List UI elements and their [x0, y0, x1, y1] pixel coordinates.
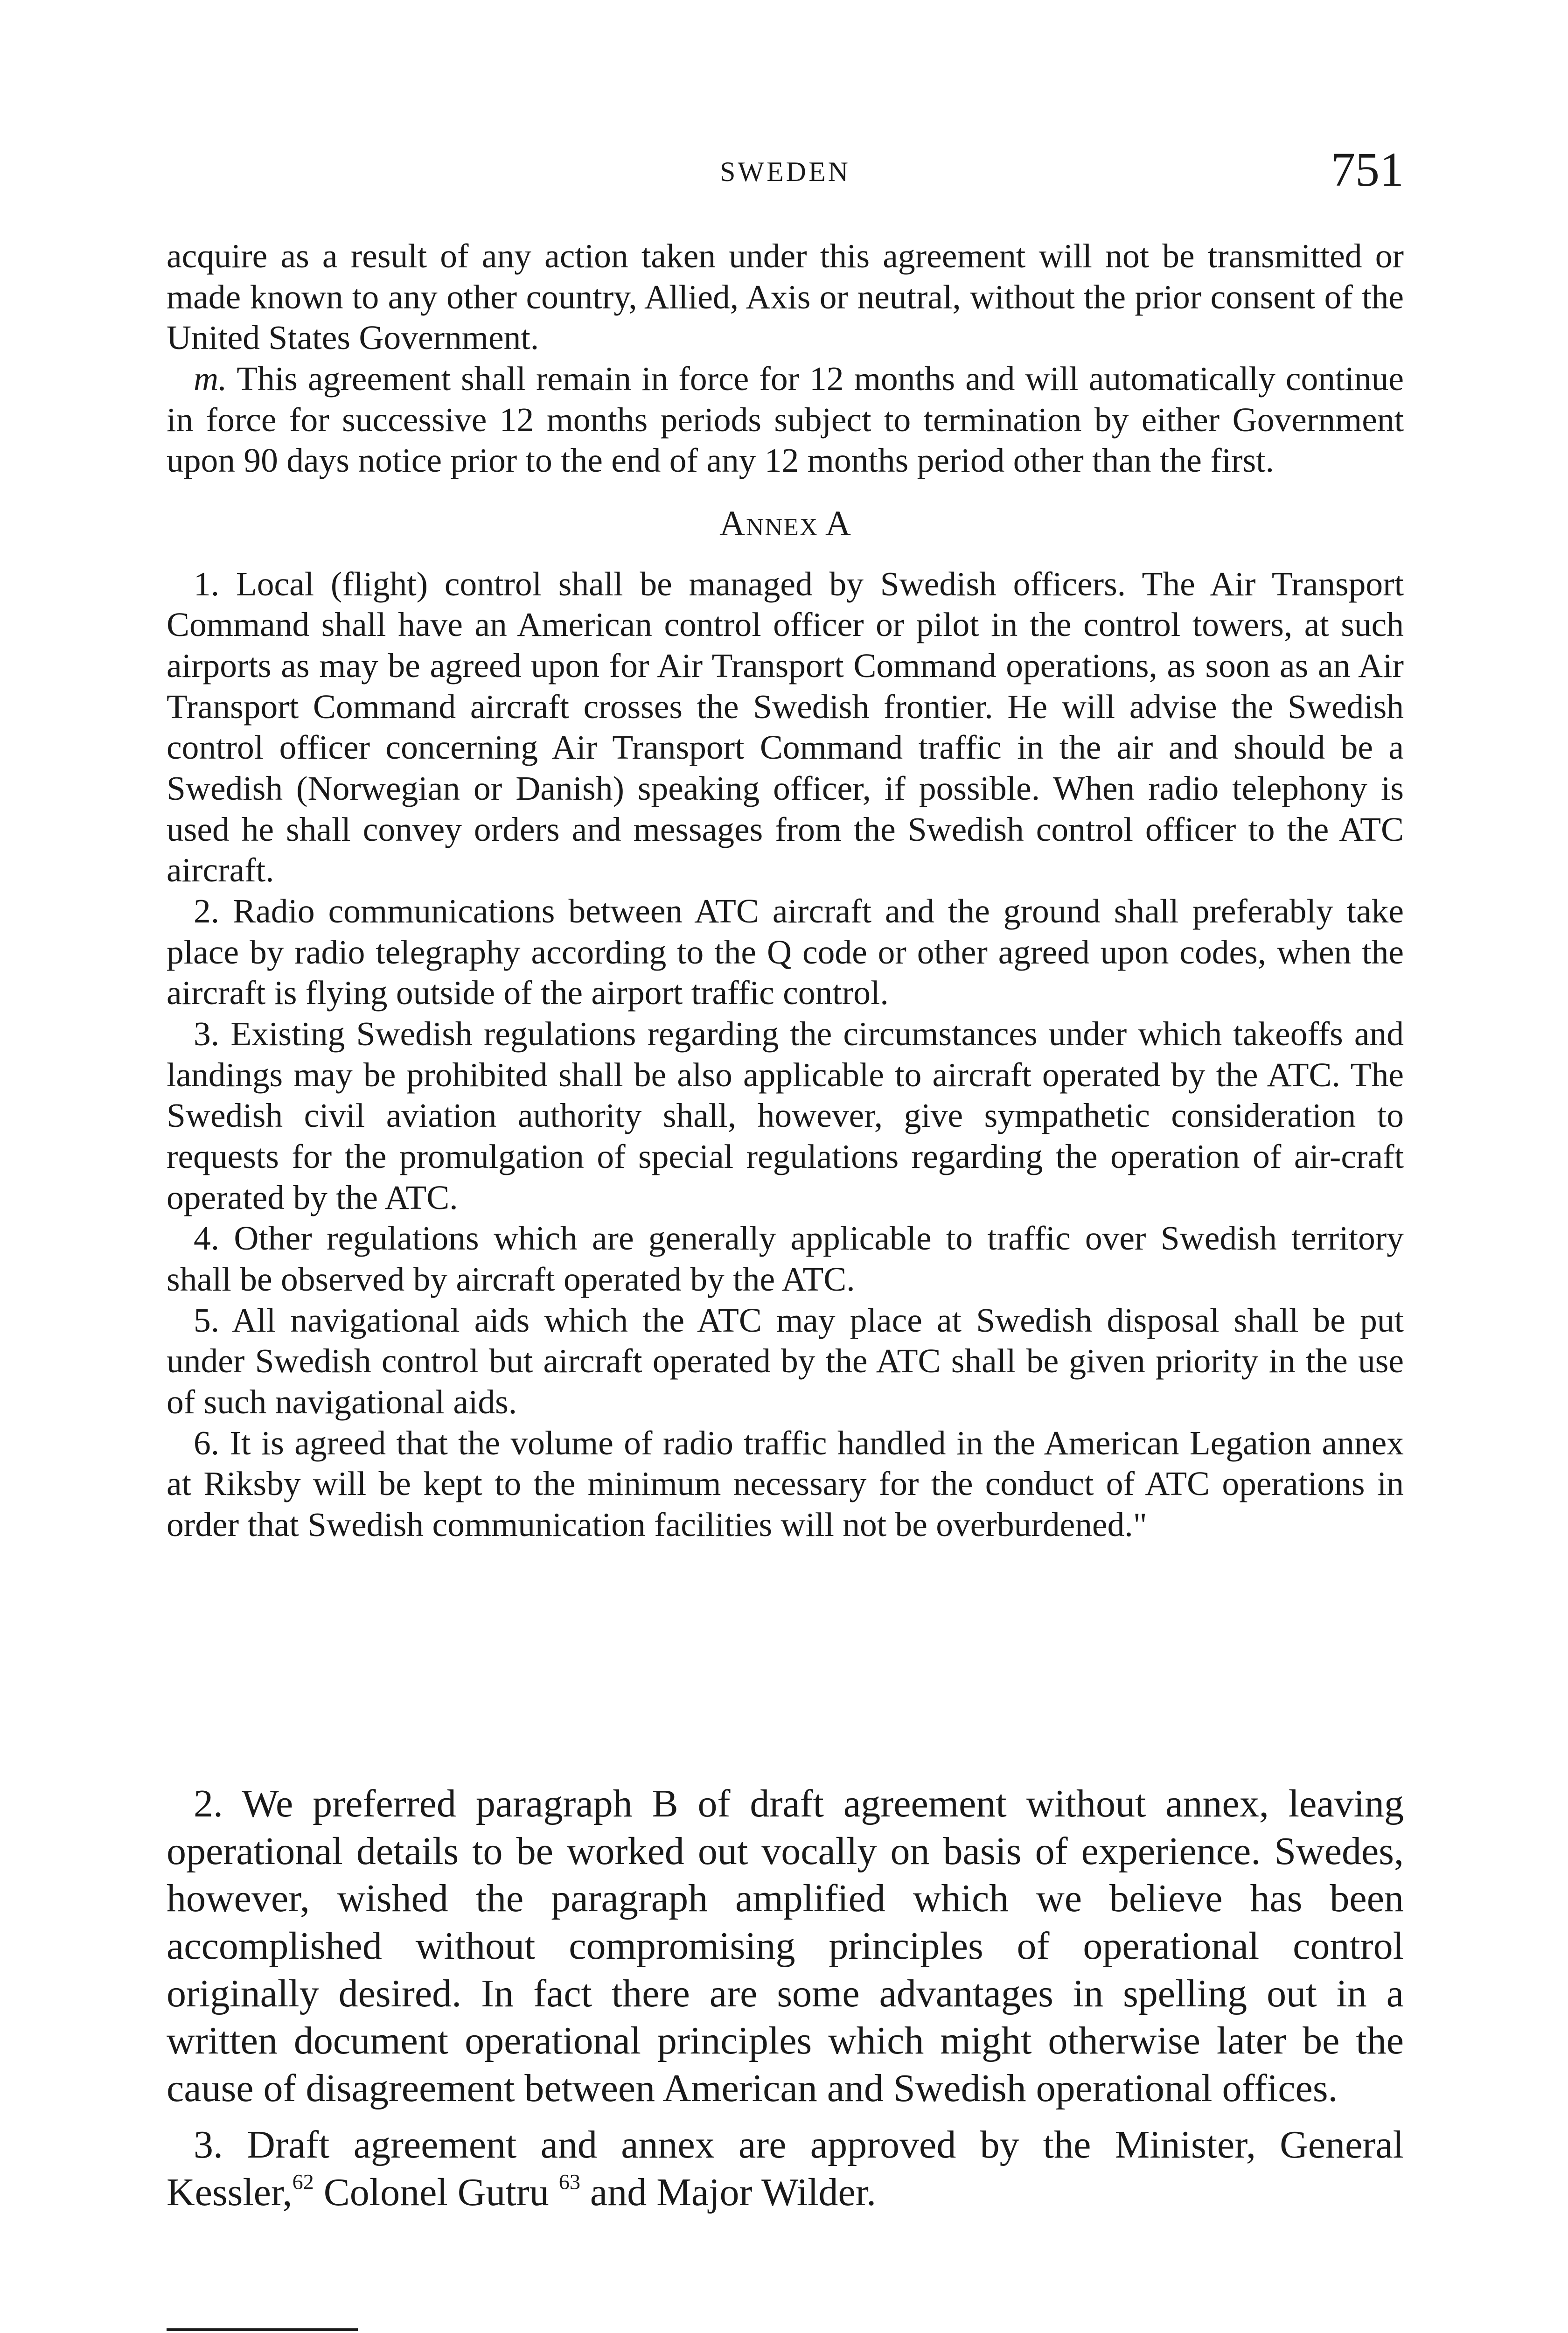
agreement-continuation	[167, 236, 1404, 1545]
annex-heading	[167, 503, 1404, 545]
paragraph-m-text: This agreement shall remain in force for 12 months and will automatically continue in force for successive 12 months periods subject to termination by either Government upon 90 days notice prior to the end of any 12 months period other than the first.	[167, 360, 1404, 480]
body-paragraph-2: 2. We preferred paragraph B of draft agreement without annex, leaving operational details to be worked out vocally on basis of experience. Swedes, however, wished the paragraph amplified which we believe has been accomplished without compromising principles of operational control originally desired. In fact there are some advantages in spelling out in a written document operational principles which might otherwise later be the cause of disagreement between American and Swedish operational offices.	[167, 1782, 1404, 2110]
footnote-divider	[167, 2328, 358, 2331]
annex-item-3: 3. Existing Swedish regulations regarding the circumstances under which takeoffs and landings may be prohibited shall be also applicable to aircraft operated by the ATC. The Swedish civil aviation authority shall, however, give sympathetic consideration to requests for the promulgation of special regulations regarding the operation of air-craft operated by the ATC.	[167, 1015, 1404, 1216]
body-paragraph-3-part-c: and Major Wilder.	[580, 2171, 877, 2214]
annex-item-2: 2. Radio communications between ATC aircraft and the ground shall preferably take place by radio telegraphy according to the Q code or other agreed upon codes, when the aircraft is flying outside of the airport traffic control.	[167, 892, 1404, 1012]
telegram-body	[167, 1780, 1404, 2216]
paragraph-m	[167, 358, 1404, 481]
annex-item-5: 5. All navigational aids which the ATC may place at Swedish disposal shall be put under Swedish control but aircraft operated by the ATC shall be given priority in the use of such navigational aids.	[167, 1301, 1404, 1421]
annex-item-4: 4. Other regulations which are generally applicable to traffic over Swedish territory shall be observed by aircraft operated by the ATC.	[167, 1219, 1404, 1299]
annex-heading-letter: A	[825, 504, 851, 544]
body-paragraph-3	[167, 2121, 1404, 2216]
annex-item-1: 1. Local (flight) control shall be managed by Swedish officers. The Air Transport Command shall have an American control officer or pilot in the control towers, at such airports as may be agreed upon for Air Transport Command operations, as soon as an Air Transport Command aircraft crosses the Swedish frontier. He will advise the Swedish control officer concerning Air Transport Command traffic in the air and should be a Swedish (Norwegian or Danish) speaking officer, if possible. When radio telephony is used he shall convey orders and messages from the Swedish control officer to the ATC aircraft.	[167, 565, 1404, 889]
body-paragraph-3-part-b: Colonel Gutru	[314, 2171, 559, 2214]
page-number: 751	[1331, 143, 1404, 196]
annex-heading-word: Annex	[719, 504, 819, 544]
running-header	[167, 140, 1404, 196]
footnote-ref-63: 63	[558, 2170, 580, 2194]
annex-item-6: 6. It is agreed that the volume of radio traffic handled in the American Legation annex at Riksby will be kept to the minimum necessary for the conduct of ATC operations in order that Swedish communication facilities will not be overburdened."	[167, 1424, 1404, 1544]
paragraph-l-ending: acquire as a result of any action taken under this agreement will not be transmitted or made known to any other country, Allied, Axis or neutral, without the prior consent of the United States Government.	[167, 237, 1404, 357]
paragraph-m-letter: m.	[194, 360, 227, 398]
footnote-ref-62: 62	[292, 2170, 314, 2194]
body-paragraph-3-part-a: 3. Draft agreement and annex are approved by the Minister, General Kessler,	[167, 2123, 1404, 2214]
running-title: SWEDEN	[720, 156, 850, 187]
